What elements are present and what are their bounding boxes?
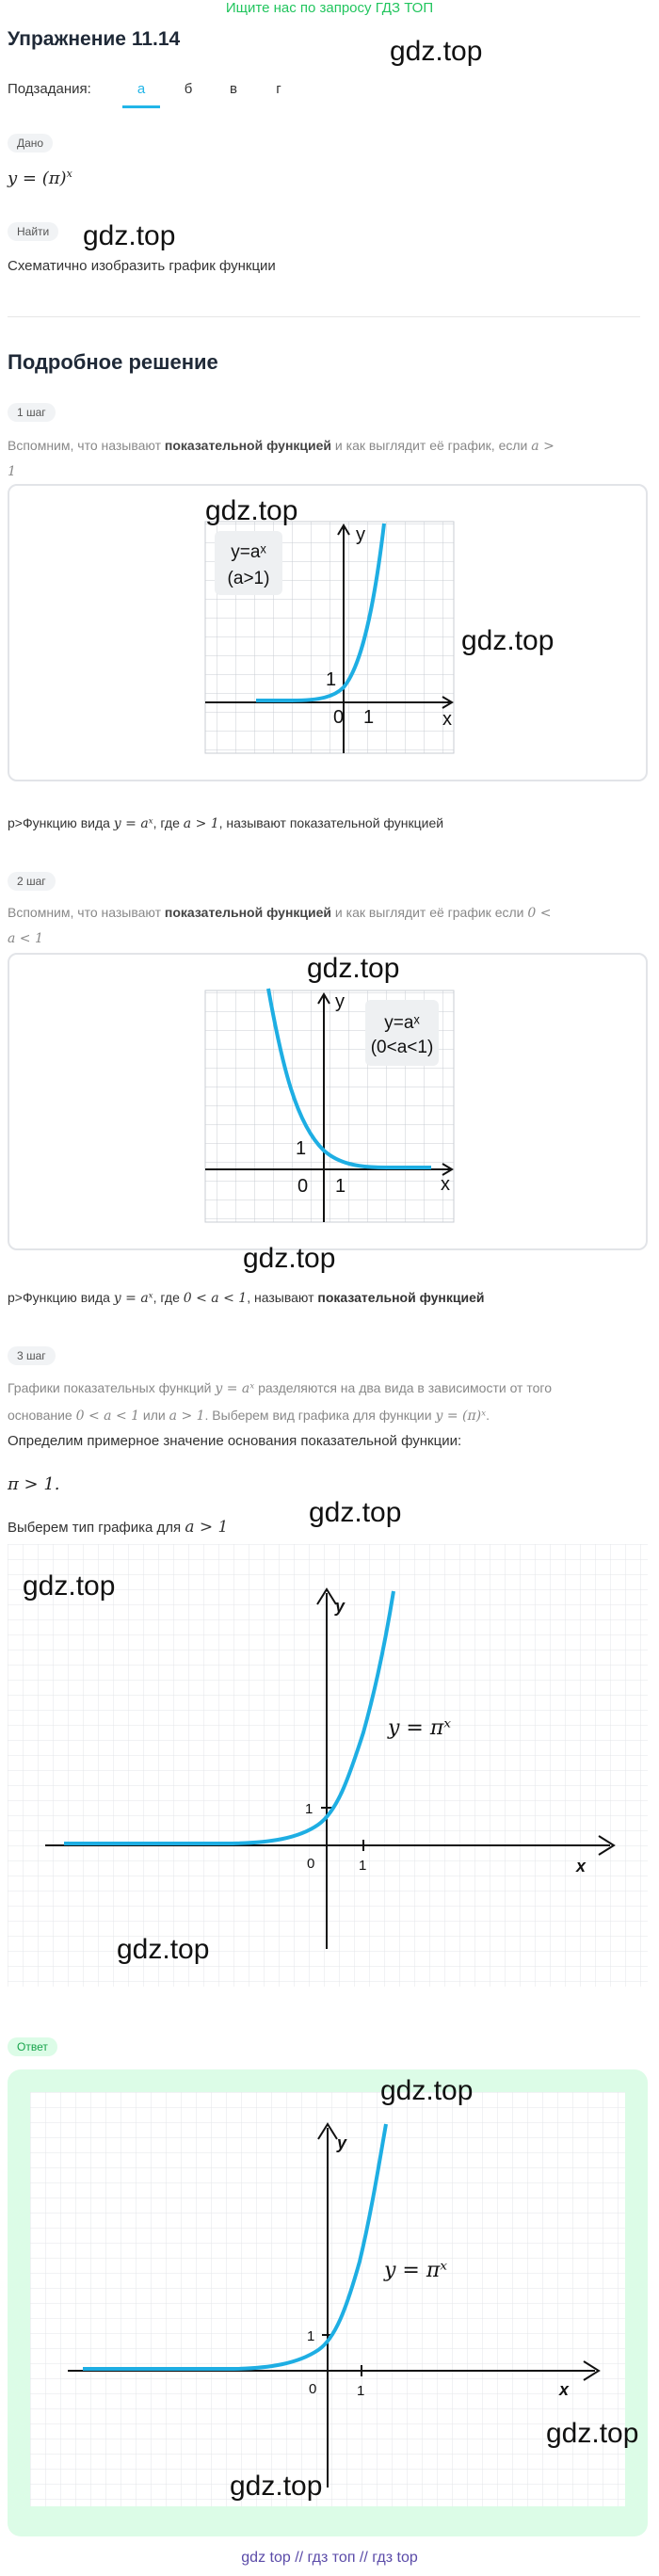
x-tick-1-label: 1 bbox=[359, 1858, 367, 1874]
watermark: gdz.top bbox=[461, 625, 555, 656]
watermark: gdz.top bbox=[307, 953, 400, 984]
y-axis-label: y bbox=[335, 991, 345, 1012]
x-axis-label: x bbox=[559, 2380, 570, 2399]
x-axis-label: x bbox=[576, 1857, 587, 1876]
page-title: Упражнение 11.14 bbox=[8, 28, 181, 50]
active-tab-indicator bbox=[122, 105, 160, 108]
graph-label-condition: (a>1) bbox=[227, 569, 270, 588]
given-chip: Дано bbox=[8, 134, 53, 153]
x-tick-1: 1 bbox=[335, 1176, 346, 1197]
curve-label: y = πˣ bbox=[384, 2259, 448, 2282]
tab-g[interactable]: г bbox=[276, 81, 281, 97]
x-tick-1-label: 1 bbox=[357, 2383, 365, 2399]
tab-a[interactable]: а bbox=[137, 81, 146, 97]
given-formula: $y = (\pi)^x$ bbox=[8, 168, 72, 188]
graph-label-formula: y=aˣ bbox=[231, 542, 266, 562]
find-chip: Найти bbox=[8, 222, 58, 241]
step3-text: Графики показательных функций y = aˣ разделяются на два вида в зависимости от того основание 0 < a < 1 или a > 1. Выберем вид графика для функции y = (π)ˣ. bbox=[8, 1380, 552, 1424]
step2-conclusion: p>Функцию вида y = aˣ, где 0 < a < 1, называют показательной функцией bbox=[8, 1290, 485, 1306]
watermark: gdz.top bbox=[83, 220, 176, 251]
step3-estimate-text: Определим примерное значение основания показательной функции: bbox=[8, 1433, 462, 1449]
watermark: gdz.top bbox=[380, 2075, 474, 2106]
subtasks-label: Подзадания: bbox=[8, 81, 91, 97]
x-axis-label: x bbox=[442, 709, 452, 730]
step2-graph bbox=[9, 955, 646, 1248]
watermark: gdz.top bbox=[546, 2418, 639, 2449]
step1-chip: 1 шаг bbox=[8, 403, 56, 422]
step3-choose-text: Выберем тип графика для a > 1 bbox=[8, 1518, 229, 1537]
find-text: Схематично изобразить график функции bbox=[8, 258, 276, 274]
answer-graph bbox=[30, 2092, 625, 2506]
watermark: gdz.top bbox=[117, 1934, 210, 1965]
origin-label: 0 bbox=[307, 1856, 315, 1872]
y-axis-label: y bbox=[356, 524, 365, 545]
watermark: gdz.top bbox=[309, 1497, 402, 1528]
y-tick-1: 1 bbox=[326, 669, 337, 690]
x-tick-1: 1 bbox=[363, 707, 375, 728]
origin-label: 0 bbox=[309, 2381, 317, 2397]
answer-chip: Ответ bbox=[8, 2037, 57, 2056]
step3-inequality: π > 1. bbox=[8, 1474, 60, 1494]
watermark: gdz.top bbox=[23, 1570, 116, 1602]
y-axis-label: y bbox=[337, 2133, 347, 2152]
step1-text: Вспомним, что называют показательной функцией и как выглядит её график, если a > 1 bbox=[8, 438, 555, 479]
search-hint-link[interactable]: Ищите нас по запросу ГДЗ ТОП bbox=[225, 0, 434, 16]
origin-label: 0 bbox=[297, 1176, 309, 1197]
y-tick-1-label: 1 bbox=[307, 2328, 315, 2344]
graph-label-condition: (0<a<1) bbox=[370, 1038, 434, 1057]
solution-heading: Подробное решение bbox=[8, 350, 218, 374]
y-tick-1-label: 1 bbox=[305, 1801, 313, 1817]
graph-label-formula: y=aˣ bbox=[384, 1013, 420, 1033]
watermark: gdz.top bbox=[390, 36, 483, 67]
curve-label: y = πˣ bbox=[388, 1716, 452, 1740]
answer-card bbox=[8, 2069, 648, 2536]
y-axis-label: y bbox=[335, 1597, 346, 1616]
footer-links[interactable]: gdz top // гдз топ // гдз top bbox=[241, 2550, 418, 2566]
y-tick-1: 1 bbox=[296, 1138, 307, 1159]
step2-text: Вспомним, что называют показательной функцией и как выглядит её график если 0 < a < 1 bbox=[8, 905, 552, 946]
step3-chip: 3 шаг bbox=[8, 1346, 56, 1365]
tab-v[interactable]: в bbox=[230, 81, 237, 97]
watermark: gdz.top bbox=[243, 1243, 336, 1274]
tab-b[interactable]: б bbox=[184, 81, 193, 97]
step1-conclusion: p>Функцию вида y = aˣ, где a > 1, называют показательной функцией bbox=[8, 815, 444, 831]
watermark: gdz.top bbox=[230, 2471, 323, 2502]
step2-chip: 2 шаг bbox=[8, 872, 56, 891]
step3-graph bbox=[8, 1544, 648, 1987]
watermark: gdz.top bbox=[205, 495, 298, 526]
origin-label: 0 bbox=[333, 707, 345, 728]
x-axis-label: x bbox=[441, 1174, 450, 1195]
step2-graph-card bbox=[8, 953, 648, 1250]
divider bbox=[8, 316, 640, 317]
